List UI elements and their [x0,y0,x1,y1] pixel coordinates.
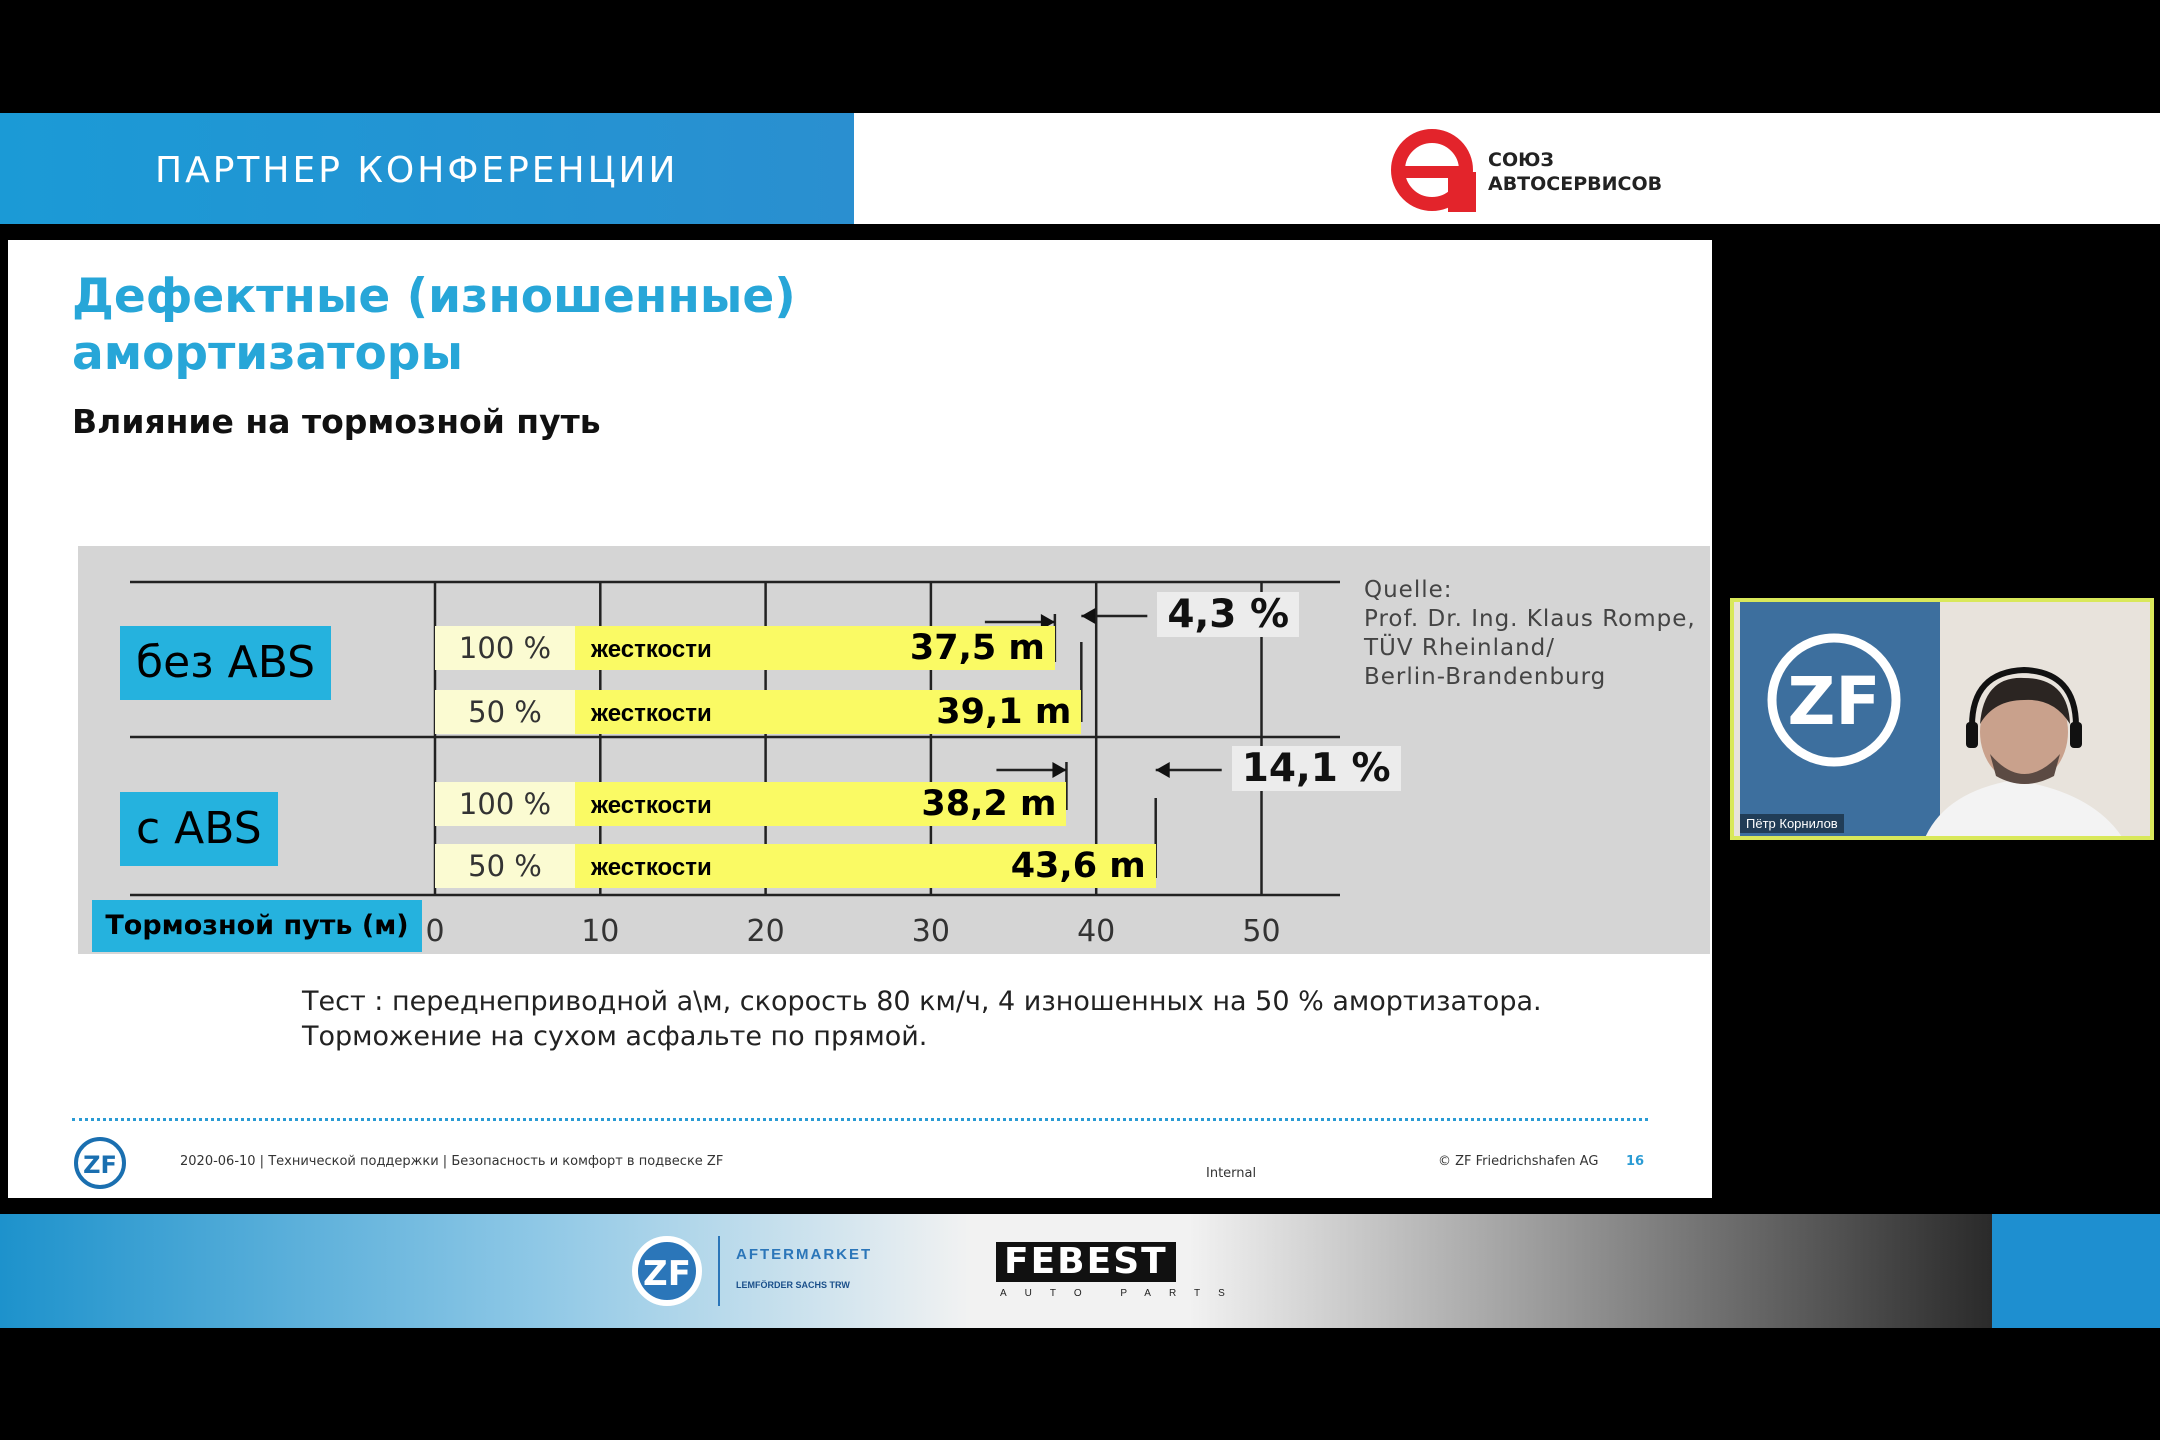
svg-text:ZF: ZF [83,1151,117,1179]
arrow-head [1156,762,1170,778]
bar-value: 38,2 m [921,784,1057,824]
group-label: с ABS [120,792,278,866]
participant-name: Пётр Корнилов [1740,814,1844,833]
febest-sub: AUTO PARTS [1000,1288,1243,1299]
difference-label: 14,1 % [1232,746,1401,791]
x-tick-label: 50 [1242,914,1281,949]
febest-logo: FEBEST [996,1242,1176,1282]
group-label: без ABS [120,626,331,700]
test-note [302,984,1542,1054]
svg-text:ZF: ZF [1787,663,1881,740]
banner-right-block [1992,1214,2160,1328]
bar-word: жесткости [591,636,712,663]
page-number: 16 [1626,1154,1645,1169]
title-line2: амортизаторы [72,326,463,381]
stiffness-percent: 50 % [435,690,575,734]
title-line1: Дефектные (изношенные) [72,269,796,324]
source-line: Quelle: [1364,577,1453,603]
x-tick-label: 40 [1077,914,1116,949]
bar-value: 43,6 m [1010,846,1146,886]
aftermarket-label: AFTERMARKET [736,1246,873,1263]
bar-word: жесткости [591,792,712,819]
x-tick-label: 0 [425,914,445,949]
bar-word: жесткости [591,854,712,881]
chart-source [1364,576,1696,692]
stiffness-percent: 100 % [435,626,575,670]
stiffness-percent: 100 % [435,782,575,826]
note-line2: Торможение на сухом асфальте по прямой. [302,1021,928,1052]
stiffness-percent: 50 % [435,844,575,888]
zf-aftermarket-logo [630,1234,704,1308]
arrow-head [1052,762,1066,778]
source-line: TÜV Rheinland/ [1364,635,1556,661]
footer-center: Internal [1206,1166,1257,1181]
arrow-head [1081,608,1095,624]
footer-divider [72,1118,1648,1121]
union-line1: СОЮЗ [1488,149,1554,171]
aftermarket-brands: LEMFÖRDER SACHS TRW [736,1280,850,1290]
note-line1: Тест : переднеприводной а\м, скорость 80 км/ч, 4 изношенных на 50 % амортизатора. [302,986,1542,1017]
source-line: Berlin-Brandenburg [1364,664,1607,690]
source-line: Prof. Dr. Ing. Klaus Rompe, [1364,606,1696,632]
svg-text:ZF: ZF [643,1254,691,1294]
speaker-avatar [1904,662,2154,840]
partner-label: ПАРТНЕР КОНФЕРЕНЦИИ [155,150,679,191]
zf-logo [1764,630,1904,770]
zf-footer-logo [72,1136,128,1190]
x-tick-label: 30 [911,914,950,949]
webcam-tile[interactable] [1730,598,2154,840]
footer-right: © ZF Friedrichshafen AG [1438,1154,1599,1169]
bar-value: 39,1 m [936,692,1072,732]
union-line2: АВТОСЕРВИСОВ [1488,173,1663,195]
x-axis-label: Тормозной путь (м) [92,900,422,952]
x-tick-label: 10 [581,914,620,949]
slide-subtitle: Влияние на тормозной путь [72,402,601,441]
bar-value: 37,5 m [909,628,1045,668]
difference-label: 4,3 % [1157,592,1299,637]
x-tick-label: 20 [746,914,785,949]
bar-word: жесткости [591,700,712,727]
footer-left: 2020-06-10 | Технической поддержки | Безопасность и комфорт в подвеске ZF [180,1154,724,1169]
logo-divider [718,1236,720,1306]
